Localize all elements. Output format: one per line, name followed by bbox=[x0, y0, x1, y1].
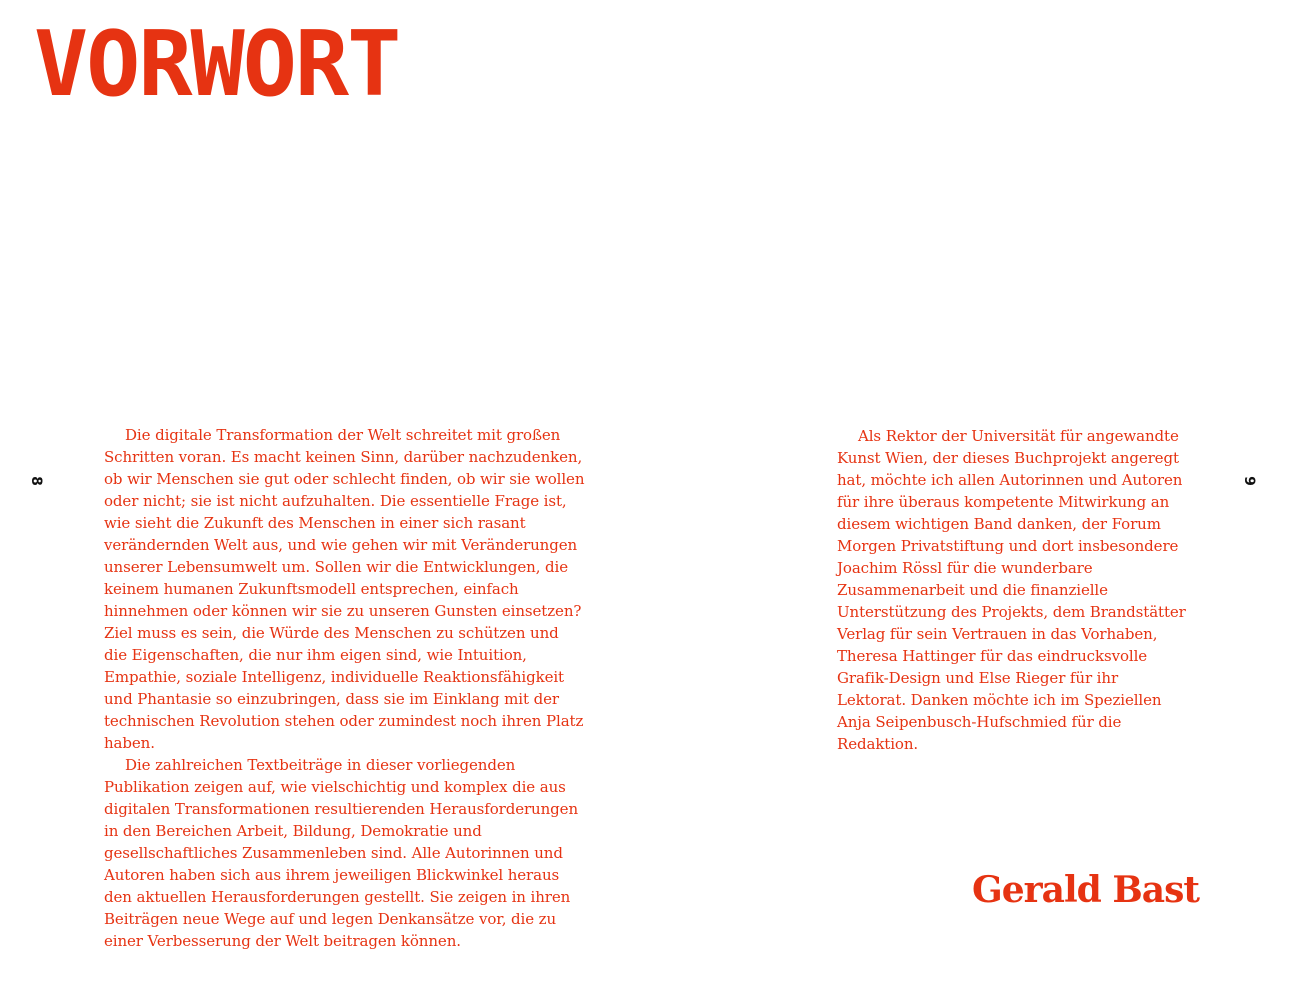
page-title: VORWORT bbox=[34, 12, 400, 117]
left-paragraph-2: Die zahlreichen Textbeiträge in dieser vorliegenden Publikation zeigen auf, wie vielschichtig und komplex die aus digitalen Transformationen resultierenden Herausforderungen in den Bereichen Arbeit, Bildung, Demokratie und gesellschaftliches Zusammenleben sind. Alle Autorinnen und Autoren haben sich aus ihrem jeweiligen Blickwinkel heraus den aktuellen Herausforderungen gestellt. Sie zeigen in ihren Beiträgen neue Wege auf und legen Denkansätze vor, die zu einer Verbesserung der Welt beitragen können. bbox=[104, 756, 579, 950]
page-number-left: 8 bbox=[27, 476, 44, 486]
left-text-column bbox=[104, 424, 586, 952]
right-text-column bbox=[837, 425, 1191, 755]
left-paragraph-1: Die digitale Transformation der Welt schreitet mit großen Schritten voran. Es macht keinen Sinn, darüber nachzudenken, ob wir Menschen sie gut oder schlecht finden, ob wir sie wollen oder nicht; sie ist nicht aufzuhalten. Die essentielle Frage ist, wie sieht die Zukunft des Menschen in einer sich rasant verändernden Welt aus, und wie gehen wir mit Veränderungen unserer Lebensumwelt um. Sollen wir die Entwicklungen, die keinem humanen Zukunftsmodell entsprechen, einfach hinnehmen oder können wir sie zu unseren Gunsten einsetzen? Ziel muss es sein, die Würde des Menschen zu schützen und die Eigenschaften, die nur ihm eigen sind, wie Intuition, Empathie, soziale Intelligenz, individuelle Reaktionsfähigkeit und Phantasie so einzubringen, dass sie im Einklang mit der technischen Revolution stehen oder zumindest noch ihren Platz haben. bbox=[104, 426, 585, 752]
page-number-right: 9 bbox=[1240, 476, 1257, 486]
author-signature: Gerald Bast bbox=[972, 869, 1199, 911]
right-paragraph-1: Als Rektor der Universität für angewandte Kunst Wien, der dieses Buchprojekt angeregt hat, möchte ich allen Autorinnen und Autoren für ihre überaus kompetente Mitwirkung an diesem wichtigen Band danken, der Forum Morgen Privatstiftung und dort insbesondere Joachim Rössl für die wunderbare Zusammenarbeit und die finanzielle Unterstützung des Projekts, dem Brandstätter Verlag für sein Vertrauen in das Vorhaben, Theresa Hattinger für das eindrucksvolle Grafik-Design und Else Rieger für ihr Lektorat. Danken möchte ich im Speziellen Anja Seipenbusch-Hufschmied für die Redaktion. bbox=[837, 427, 1186, 753]
